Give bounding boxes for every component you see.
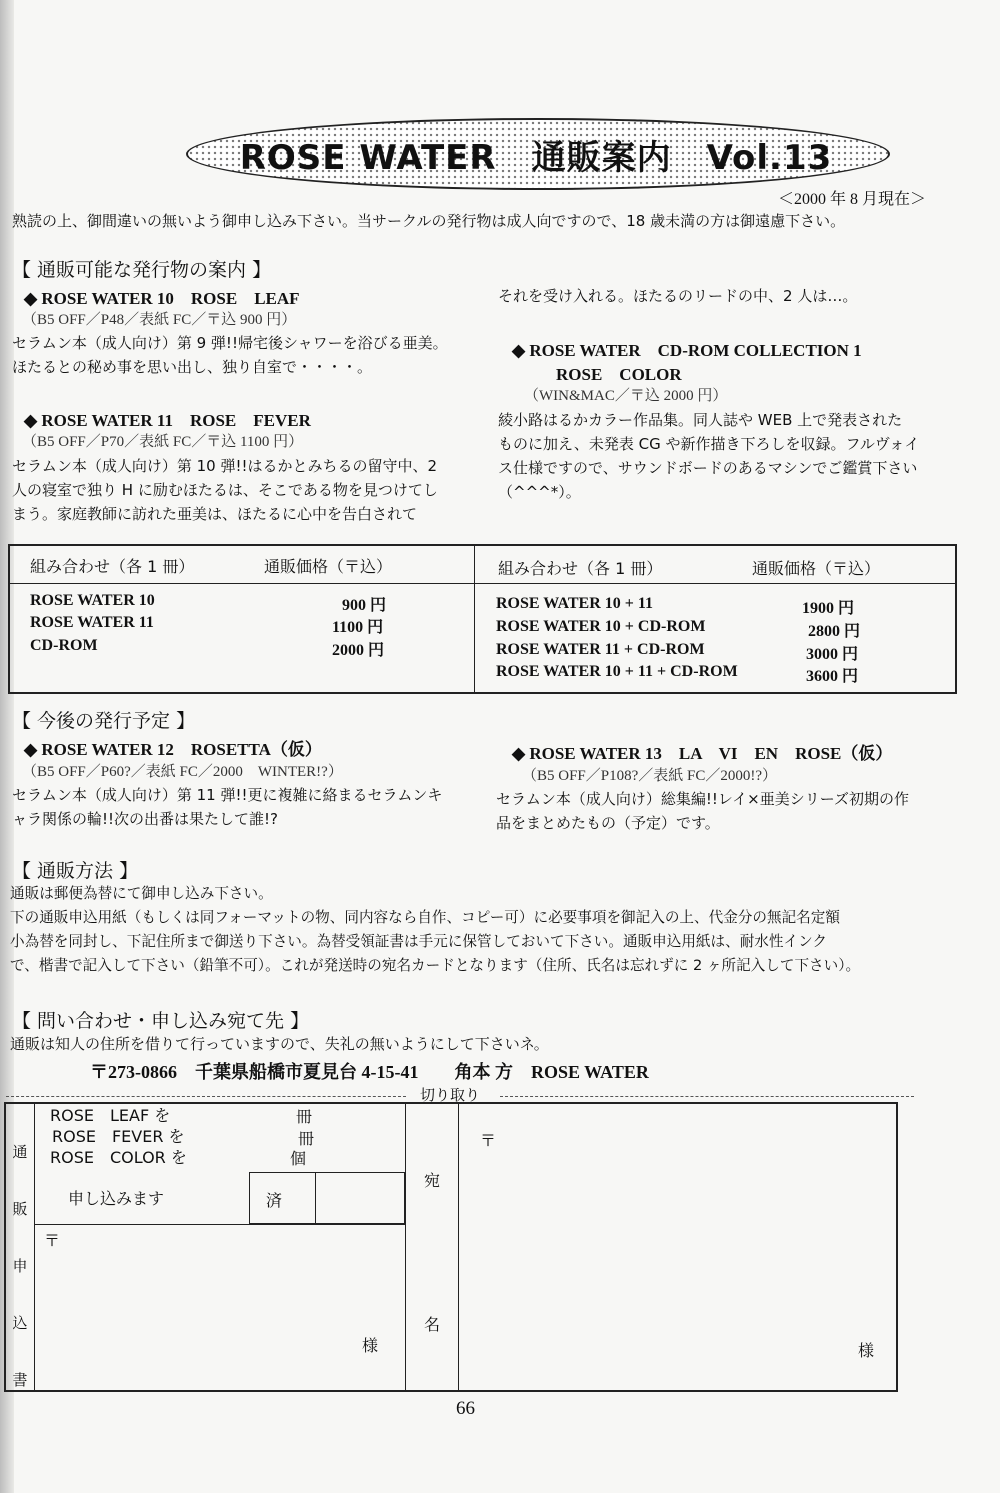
- upcoming-rw13-desc-line: 品をまとめたもの（予定）です。: [496, 814, 720, 832]
- apply-label: 申し込みます: [68, 1189, 165, 1208]
- recipient-postal-mark: 〒: [480, 1131, 497, 1150]
- side-label-char: 通: [12, 1143, 28, 1161]
- upcoming-rw13-title: ◆ ROSE WATER 13 LA VI EN ROSE（仮）: [512, 744, 893, 763]
- method-line: で、楷書で記入して下さい（鉛筆不可）。これが発送時の宛名カードとなります（住所、氏名は忘れずに 2 ヶ所記入して下さい）。: [10, 957, 861, 974]
- table-row-name: ROSE WATER 11 + CD-ROM: [496, 641, 705, 658]
- item-rw11-desc-line: 人の寝室で独り H に励むほたるは、そこである物を見つけてし: [12, 481, 438, 499]
- method-line: 小為替を同封し、下記住所まで御送り下さい。為替受領証書は手元に保管しておいて下さい。通販申込用紙は、耐水性インク: [10, 933, 827, 950]
- sender-postal-mark: 〒: [44, 1231, 61, 1250]
- upcoming-rw12-desc-line: ャラ関係の輪!!次の出番は果たして誰!?: [12, 810, 279, 828]
- to-label-char: 名: [424, 1315, 441, 1334]
- to-label-char: 宛: [424, 1171, 441, 1190]
- order-leaf-label: ROSE LEAF を: [50, 1106, 171, 1125]
- page-number: 66: [456, 1398, 475, 1419]
- item-rw11-desc-line: セラムン本（成人向け）第 10 弾!!はるかとみちるの留守中、2: [12, 457, 438, 475]
- form-middle-divider: [405, 1102, 406, 1390]
- cdrom-subtitle: ROSE COLOR: [556, 365, 682, 384]
- right-col-combination: 組み合わせ（各 1 冊）: [498, 559, 663, 578]
- done-box-divider: [315, 1172, 316, 1224]
- table-row-price: 3600 円: [806, 668, 859, 685]
- price-table-divider: [474, 544, 475, 692]
- cut-line-right: [500, 1096, 914, 1097]
- table-row-price: 2000 円: [332, 642, 385, 659]
- continuation-text: それを受け入れる。ほたるのリードの中、2 人は…。: [498, 287, 858, 305]
- upcoming-rw12-title: ◆ ROSE WATER 12 ROSETTA（仮）: [24, 740, 322, 759]
- cut-line-left: [6, 1096, 406, 1097]
- order-fever-unit: 冊: [298, 1129, 315, 1148]
- form-orders-rule: [34, 1224, 406, 1225]
- table-row-name: ROSE WATER 10 + 11: [496, 595, 654, 612]
- table-row-name: ROSE WATER 10 + 11 + CD-ROM: [496, 663, 738, 680]
- table-row-price: 1900 円: [802, 600, 855, 617]
- table-row-name: CD-ROM: [30, 637, 98, 654]
- side-label-char: 込: [12, 1314, 28, 1332]
- method-line: 通販は郵便為替にて御申し込み下さい。: [10, 885, 273, 902]
- form-address-divider: [458, 1102, 459, 1390]
- cdrom-spec: （WIN&MAC／〒込 2000 円）: [524, 388, 728, 404]
- cdrom-desc-line: （^^^*）。: [498, 483, 581, 501]
- method-line: 下の通販申込用紙（もしくは同フォーマットの物、同内容なら自作、コピー可）に必要事項を御記入の上、代金分の無記名定額: [10, 909, 840, 926]
- contact-note: 通販は知人の住所を借りて行っていますので、失礼の無いようにして下さいネ。: [10, 1035, 549, 1053]
- upcoming-rw13-desc-line: セラムン本（成人向け）総集編!!レイ×亜美シリーズ初期の作: [496, 790, 909, 808]
- table-row-name: ROSE WATER 11: [30, 614, 154, 631]
- cdrom-title: ◆ ROSE WATER CD-ROM COLLECTION 1: [512, 341, 862, 360]
- price-table-header-rule: [8, 583, 955, 584]
- sender-sama: 様: [362, 1336, 379, 1355]
- cdrom-desc-line: 綾小路はるかカラー作品集。同人誌や WEB 上で発表された: [498, 411, 903, 429]
- item-rw11-spec: （B5 OFF／P70／表紙 FC／〒込 1100 円）: [22, 434, 304, 450]
- side-label-char: 販: [12, 1200, 28, 1218]
- item-rw11-desc-line: まう。家庭教師に訪れた亜美は、ほたるに心中を告白されて: [12, 505, 418, 523]
- recipient-sama: 様: [858, 1341, 875, 1360]
- item-rw10-title: ◆ ROSE WATER 10 ROSE LEAF: [24, 289, 300, 308]
- contact-heading: 【 問い合わせ・申し込み宛て先 】: [12, 1010, 310, 1032]
- item-rw10-desc-line: ほたるとの秘め事を思い出し、独り自室で・・・・。: [12, 358, 373, 376]
- item-rw10-desc-line: セラムン本（成人向け）第 9 弾!!帰宅後シャワーを浴びる亜美。: [12, 334, 448, 352]
- contact-address: 〒273-0866 千葉県船橋市夏見台 4-15-41 角本 方 ROSE WATER: [90, 1062, 649, 1082]
- cdrom-desc-line: ものに加え、未発表 CG や新作描き下ろしを収録。フルヴォイ: [498, 435, 920, 453]
- left-col-price: 通販価格（〒込）: [264, 557, 393, 576]
- table-row-price: 2800 円: [808, 623, 861, 640]
- order-color-label: ROSE COLOR を: [50, 1148, 187, 1167]
- order-color-unit: 個: [290, 1149, 307, 1168]
- order-fever-label: ROSE FEVER を: [52, 1127, 185, 1146]
- right-col-price: 通販価格（〒込）: [752, 559, 881, 578]
- upcoming-rw12-desc-line: セラムン本（成人向け）第 11 弾!!更に複雑に絡まるセラムンキ: [12, 786, 443, 804]
- table-row-price: 3000 円: [806, 646, 859, 663]
- side-label-char: 申: [12, 1257, 28, 1275]
- upcoming-heading: 【 今後の発行予定 】: [12, 710, 196, 732]
- date-note: ＜2000 年 8 月現在＞: [778, 191, 927, 208]
- upcoming-rw13-spec: （B5 OFF／P108?／表紙 FC／2000!?）: [522, 768, 778, 784]
- table-row-price: 900 円: [342, 597, 387, 614]
- side-label-char: 書: [12, 1371, 28, 1389]
- cdrom-desc-line: ス仕様ですので、サウンドボードのあるマシンでご鑑賞下さい: [498, 459, 918, 477]
- item-rw11-title: ◆ ROSE WATER 11 ROSE FEVER: [24, 411, 311, 430]
- table-row-price: 1100 円: [332, 619, 384, 636]
- intro-text: 熟読の上、御間違いの無いよう御申し込み下さい。当サークルの発行物は成人向ですので、18 歳未満の方は御遠慮下さい。: [12, 212, 846, 230]
- form-side-divider: [34, 1102, 35, 1390]
- cut-label: 切り取り: [420, 1086, 481, 1104]
- page-title: ROSE WATER 通販案内 Vol.13: [239, 138, 833, 178]
- available-heading: 【 通販可能な発行物の案内 】: [12, 259, 272, 281]
- left-col-combination: 組み合わせ（各 1 冊）: [30, 557, 195, 576]
- table-row-name: ROSE WATER 10: [30, 592, 155, 609]
- table-row-name: ROSE WATER 10 + CD-ROM: [496, 618, 706, 635]
- item-rw10-spec: （B5 OFF／P48／表紙 FC／〒込 900 円）: [22, 312, 297, 328]
- order-leaf-unit: 冊: [296, 1107, 313, 1126]
- method-heading: 【 通販方法 】: [12, 860, 139, 882]
- upcoming-rw12-spec: （B5 OFF／P60?／表紙 FC／2000 WINTER!?）: [22, 764, 343, 780]
- done-label: 済: [266, 1191, 283, 1210]
